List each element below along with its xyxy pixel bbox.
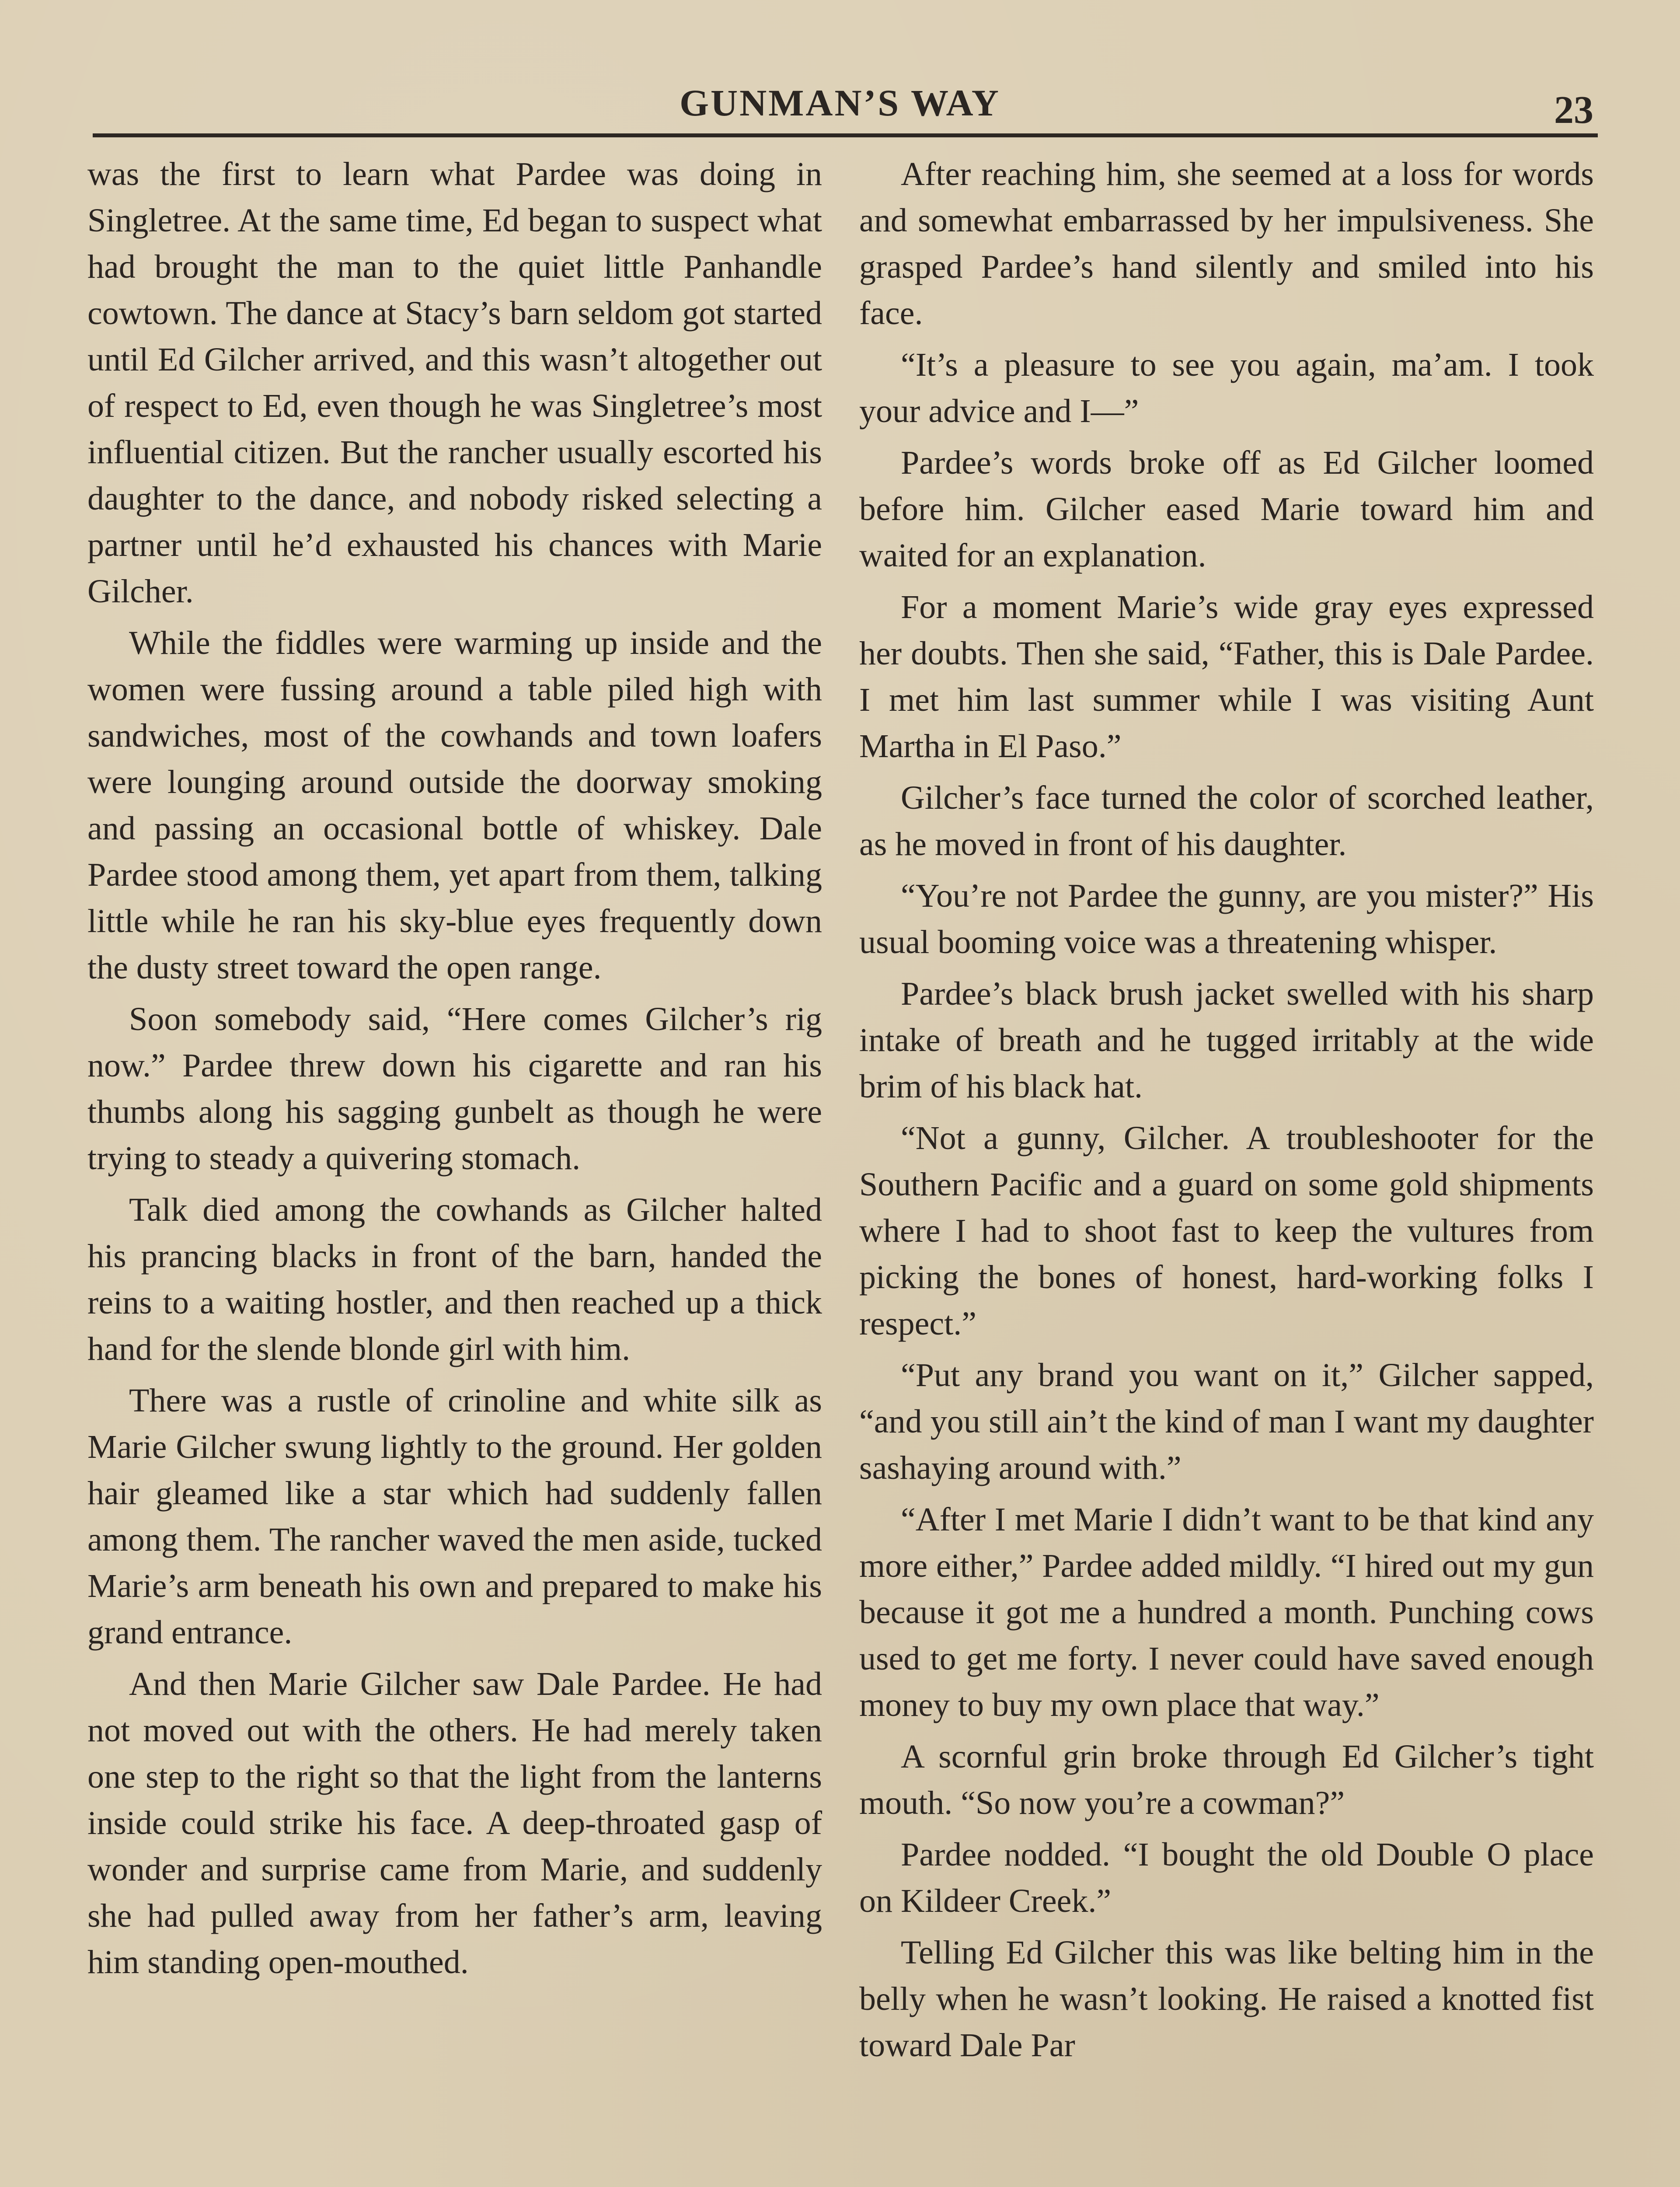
paragraph: While the fiddles were warming up inside and the women were fussing around a table piled high with sandwiches, most of the cowhands and town loafers were lounging around outside the doorway smoking and passing an occasional bottle of whiskey. Dale Pardee stood among them, yet apart from them, talking little while he ran his sky-blue eyes frequently down the dusty street toward the open range.: [87, 625, 822, 986]
running-title: GUNMAN’S WAY: [680, 82, 1000, 124]
page-header: [0, 0, 1680, 144]
paragraph: Soon somebody said, “Here comes Gilcher’s rig now.” Pardee threw down his cigarette and ran his thumbs along his sagging gunbelt as though he were trying to steady a quivering stomach.: [87, 1001, 822, 1177]
paragraph: “Not a gunny, Gilcher. A troubleshooter for the Southern Pacific and a guard on some gold shipments where I had to shoot fast to keep the vultures from picking the bones of honest, hard-working folks I respect.”: [859, 1120, 1594, 1342]
paragraph: Gilcher’s face turned the color of scorched leather, as he moved in front of his daughter.: [859, 779, 1594, 863]
header-rule: [93, 133, 1598, 137]
paragraph: Pardee’s words broke off as Ed Gilcher loomed before him. Gilcher eased Marie toward him and waited for an explanation.: [859, 444, 1594, 574]
paragraph: “After I met Marie I didn’t want to be that kind any more either,” Pardee added mildly. “I hired out my gun because it got me a hundred a month. Punching cows used to get me forty. I never could have saved enough money to buy my own place that way.”: [859, 1501, 1594, 1723]
paragraph: Pardee’s black brush jacket swelled with his sharp intake of breath and he tugged irritably at the wide brim of his black hat.: [859, 975, 1594, 1105]
paragraph: After reaching him, she seemed at a loss for words and somewhat embarrassed by her impulsiveness. She grasped Pardee’s hand silently and smiled into his face.: [859, 156, 1594, 332]
paragraph: Talk died among the cowhands as Gilcher halted his prancing blacks in front of the barn, handed the reins to a waiting hostler, and then reached up a thick hand for the slende blonde girl with him.: [87, 1191, 822, 1367]
paragraph: Telling Ed Gilcher this was like belting him in the belly when he wasn’t looking. He raised a knotted fist toward Dale Par: [859, 1934, 1594, 2064]
paragraph: was the first to learn what Pardee was doing in Singletree. At the same time, Ed began to suspect what had brought the man to the quiet little Panhandle cowtown. The dance at Stacy’s barn seldom got started until Ed Gilcher arrived, and this wasn’t altogether out of respect to Ed, even though he was Singletree’s most influential citizen. But the rancher usually escorted his daughter to the dance, and nobody risked selecting a partner until he’d exhausted his chances with Marie Gilcher.: [87, 156, 822, 610]
paragraph: Pardee nodded. “I bought the old Double O place on Kildeer Creek.”: [859, 1836, 1594, 1919]
paragraph: “It’s a pleasure to see you again, ma’am. I took your advice and I—”: [859, 346, 1594, 430]
page-number: 23: [1554, 88, 1593, 132]
right-column: [859, 151, 1594, 2074]
paragraph: There was a rustle of crinoline and white silk as Marie Gilcher swung lightly to the ground. Her golden hair gleamed like a star which had suddenly fallen among them. The rancher waved the men aside, tucked Marie’s arm beneath his own and prepared to make his grand entrance.: [87, 1382, 822, 1651]
paragraph: “You’re not Pardee the gunny, are you mister?” His usual booming voice was a threatening whisper.: [859, 877, 1594, 961]
paragraph: For a moment Marie’s wide gray eyes expressed her doubts. Then she said, “Father, this is Dale Pardee. I met him last summer while I was visiting Aunt Martha in El Paso.”: [859, 589, 1594, 765]
paragraph: A scornful grin broke through Ed Gilcher’s tight mouth. “So now you’re a cowman?”: [859, 1738, 1594, 1821]
left-column: [87, 151, 822, 1991]
paragraph: And then Marie Gilcher saw Dale Pardee. He had not moved out with the others. He had merely taken one step to the right so that the light from the lanterns inside could strike his face. A deep-throated gasp of wonder and surprise came from Marie, and suddenly she had pulled away from her father’s arm, leaving him standing open-mouthed.: [87, 1666, 822, 1981]
paragraph: “Put any brand you want on it,” Gilcher sapped, “and you still ain’t the kind of man I want my daughter sashaying around with.”: [859, 1357, 1594, 1486]
